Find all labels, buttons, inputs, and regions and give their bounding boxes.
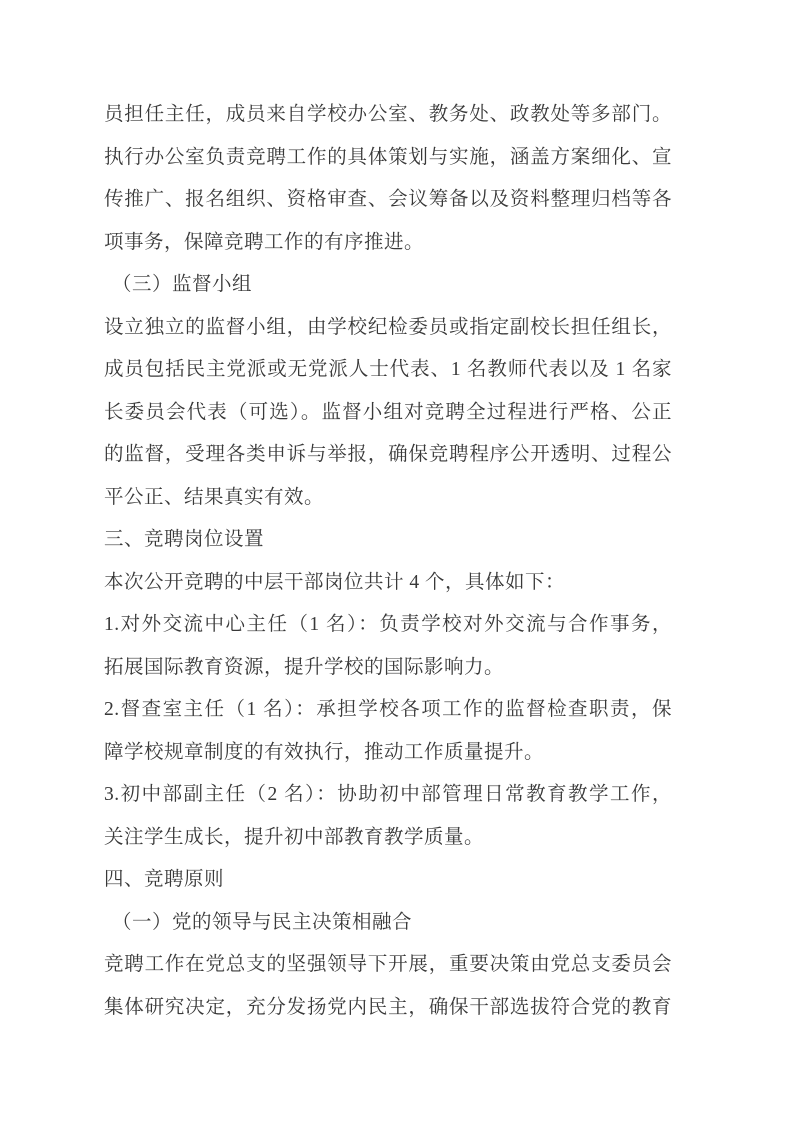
- text-line: 执行办公室负责竞聘工作的具体策划与实施，涵盖方案细化、宣: [104, 146, 672, 168]
- text-line: 3.初中部副主任（2 名）：协助初中部管理日常教育教学工作，: [104, 784, 672, 805]
- text-line: 竞聘工作在党总支的坚强领导下开展，重要决策由党总支委员会: [104, 954, 672, 975]
- text-line: 的监督，受理各类申诉与举报，确保竞聘程序公开透明、过程公: [104, 444, 672, 465]
- text-line: 传推广、报名组织、资格审查、会议筹备以及资料整理归档等各: [104, 189, 672, 210]
- text-line: 集体研究决定，充分发扬党内民主，确保干部选拔符合党的教育: [104, 996, 672, 1018]
- text-line: 本次公开竞聘的中层干部岗位共计 4 个，具体如下：: [104, 571, 566, 593]
- text-line: 设立独立的监督小组，由学校纪检委员或指定副校长担任组长，: [104, 316, 672, 338]
- text-line: 四、竞聘原则: [104, 869, 225, 890]
- document-body: [104, 94, 672, 1029]
- text-line: 三、竞聘岗位设置: [104, 529, 265, 550]
- text-line: 成员包括民主党派或无党派人士代表、1 名教师代表以及 1 名家: [104, 359, 672, 380]
- text-line: 拓展国际教育资源，提升学校的国际影响力。: [104, 656, 505, 678]
- text-line: 障学校规章制度的有效执行，推动工作质量提升。: [104, 741, 545, 763]
- text-line: 平公正、结果真实有效。: [104, 486, 325, 508]
- text-line: 员担任主任，成员来自学校办公室、教务处、政教处等多部门。: [104, 104, 672, 125]
- text-line: 项事务，保障竞聘工作的有序推进。: [104, 231, 425, 253]
- text-line: 关注学生成长，提升初中部教育教学质量。: [104, 826, 485, 848]
- text-line: （三）监督小组: [112, 274, 253, 295]
- text-line: 1.对外交流中心主任（1 名）：负责学校对外交流与合作事务，: [104, 614, 672, 635]
- text-line: 长委员会代表（可选）。监督小组对竞聘全过程进行严格、公正: [104, 401, 672, 423]
- text-line: （一）党的领导与民主决策相融合: [112, 911, 413, 933]
- text-line: 2.督查室主任（1 名）：承担学校各项工作的监督检查职责，保: [104, 699, 672, 720]
